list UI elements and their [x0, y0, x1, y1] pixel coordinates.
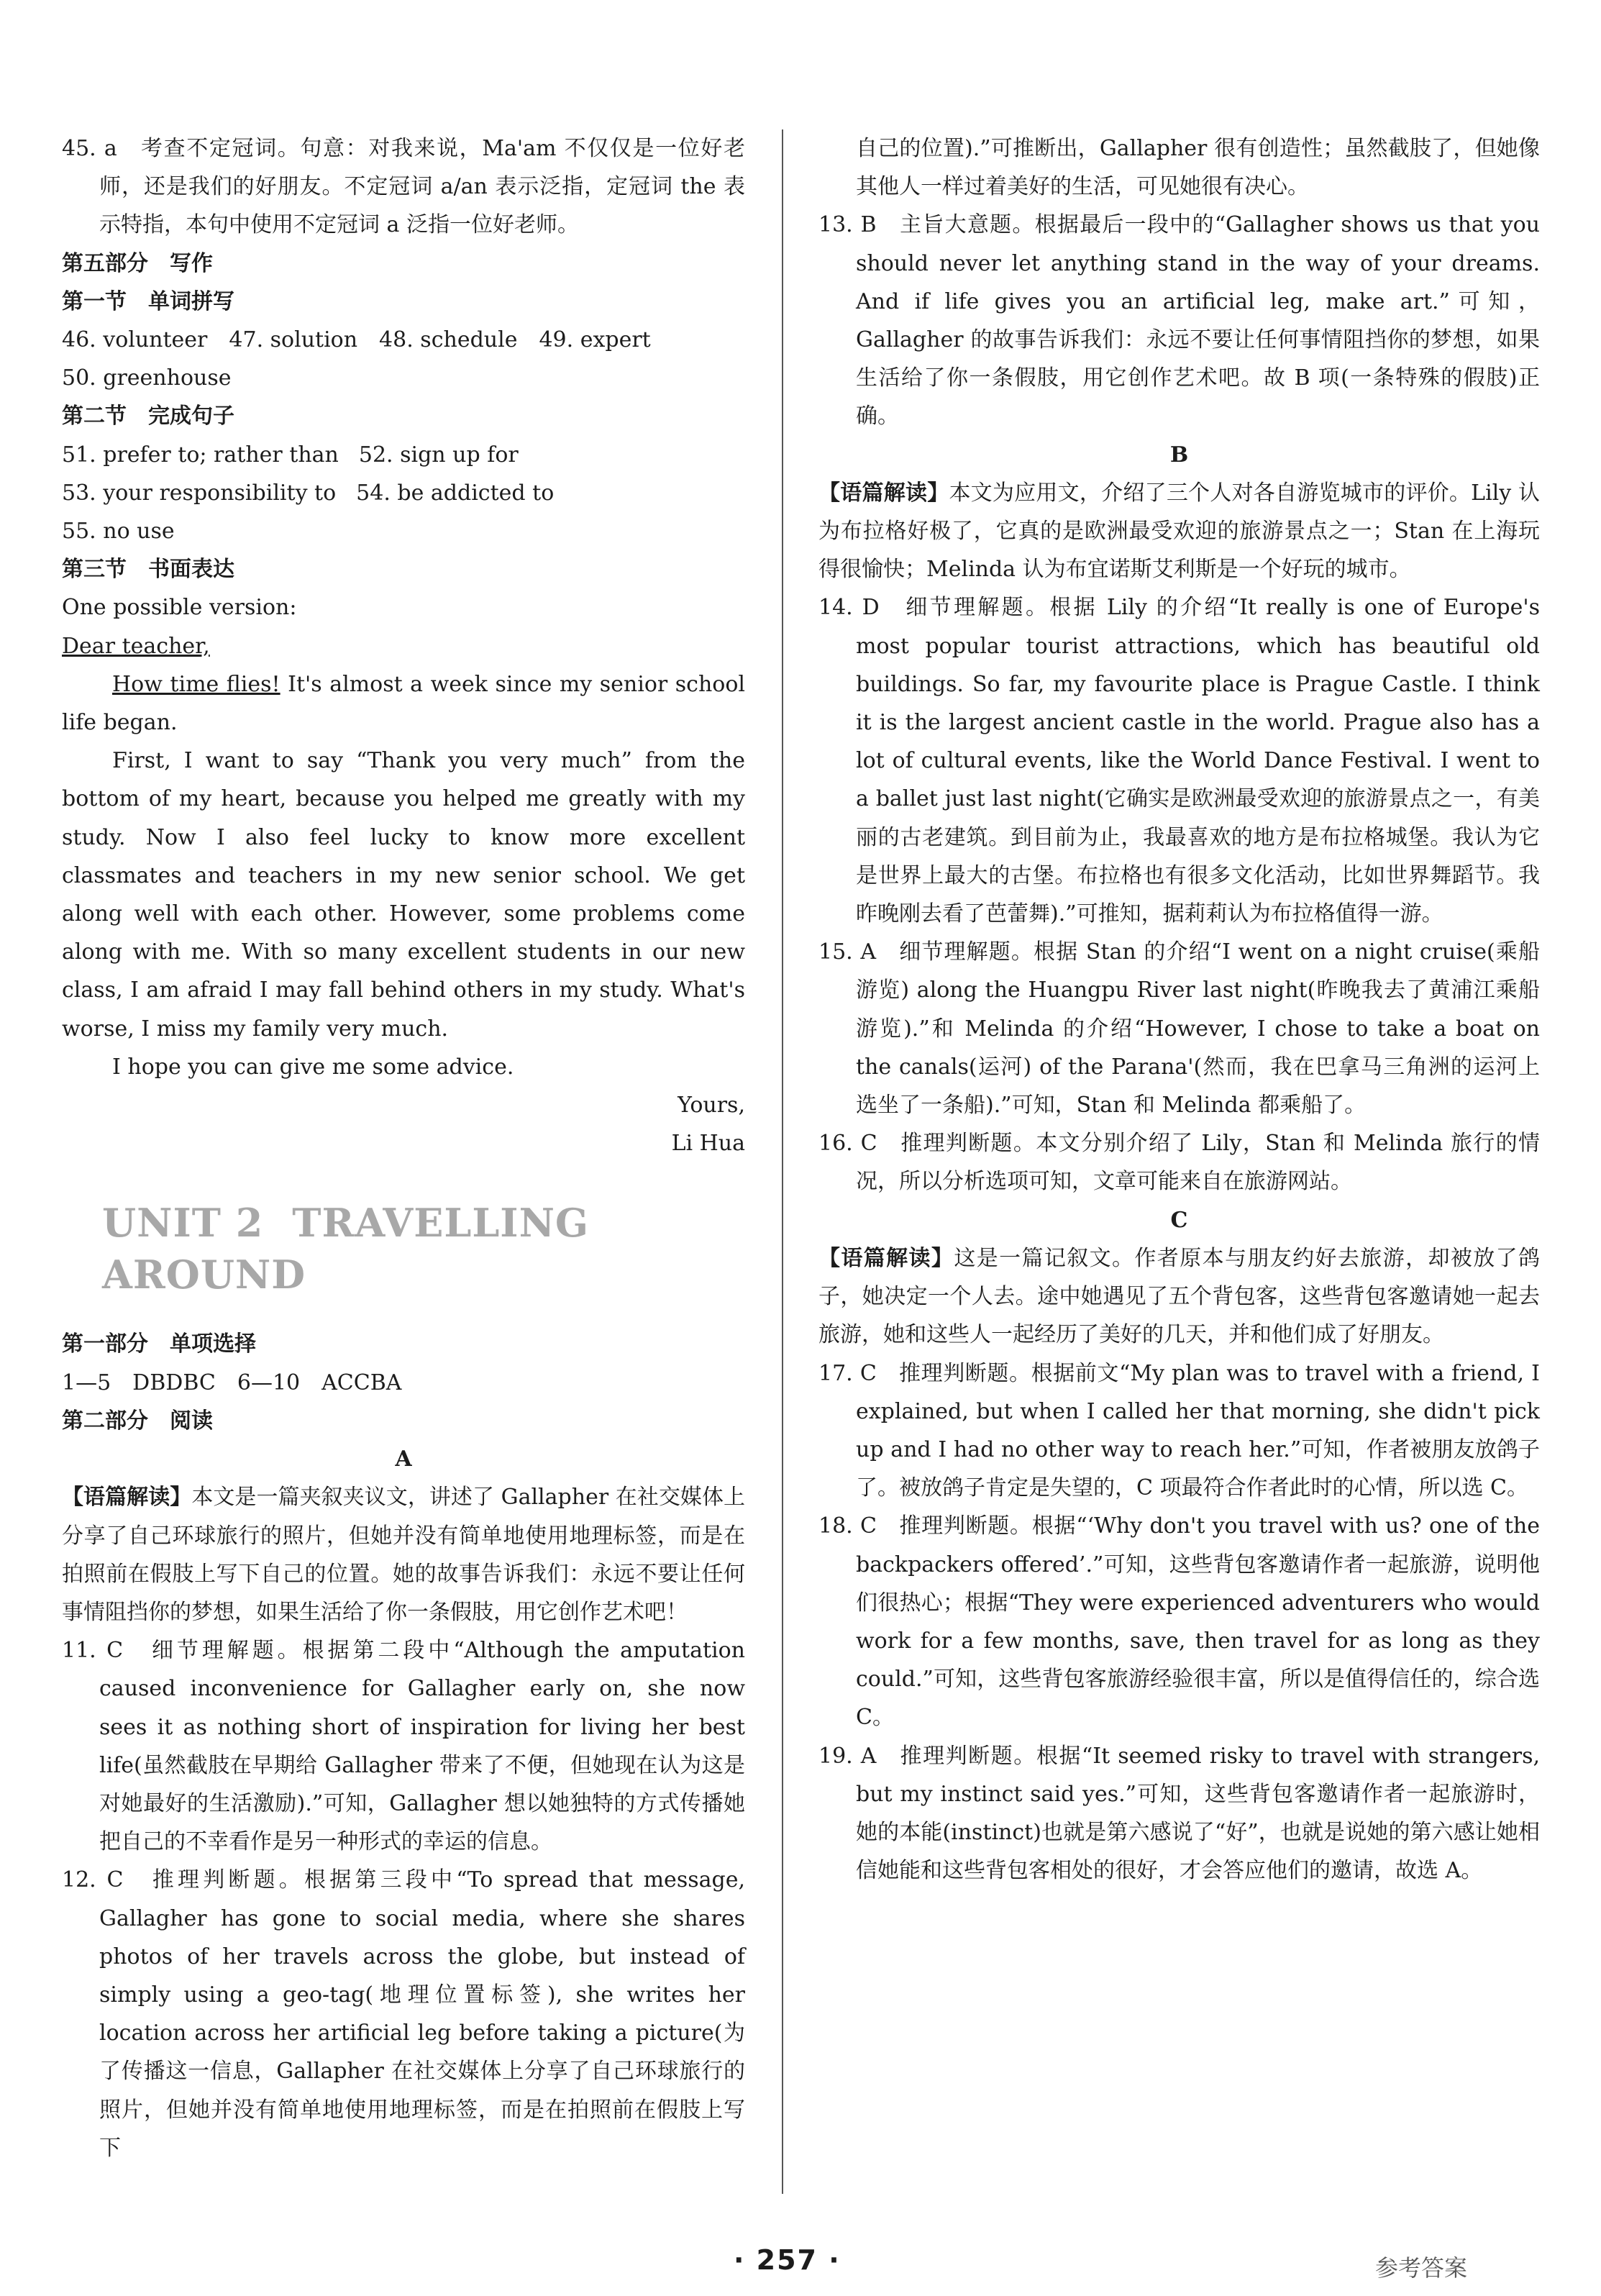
column-divider — [782, 129, 783, 2194]
answer-55: 55. no use — [62, 519, 175, 545]
possible-version-label: One possible version: — [62, 595, 297, 621]
letter-signature: Li Hua — [671, 1131, 745, 1157]
unit-name: TRAVELLING AROUND — [102, 1200, 590, 1298]
section2-heading: 第二节 完成句子 — [62, 404, 234, 429]
answer-18: 18. C 推理判断题。根据“‘Why don't you travel with us? one of the backpackers offered’.”可知，这些背包客邀请作者一起旅游，说明他们很热心；根据“They were experienced adventurers who would work for a few months, save, then travel for as long as they could.”可知，这些背包客旅游经验很丰富，所以是值得信任的，综合选 C。 — [818, 1513, 1540, 1731]
answer-15: 15. A 细节理解题。根据 Stan 的介绍“I went on a night cruise(乘船游览) along the Huangpu River last night(昨晚我去了黄浦江乘船游览).”和 Melinda 的介绍“However, I chose to take a boat on the canals(运河) of the Parana'(然而，我在巴拿马三角洲的运河上选坐了一条船).”可知，Stan 和 Melinda 都乘船了。 — [818, 939, 1540, 1119]
letter-greeting: Dear teacher, — [62, 633, 210, 659]
part5-heading: 第五部分 写作 — [62, 250, 213, 276]
word-spelling-answers: 46. volunteer 47. solution 48. schedule 49. expert — [62, 327, 651, 353]
answer-51: 51. prefer to; rather than — [62, 442, 339, 468]
left-column — [62, 129, 745, 2167]
answer-13: 13. B 主旨大意题。根据最后一段中的“Gallagher shows us that you should never let anything stand in the way of your dreams. And if life gives you an artificial leg, make art.”可知，Gallagher 的故事告诉我们：永远不要让任何事情阻挡你的梦想，如果生活给了你一条假肢，用它创作艺术吧。故 B 项(一条特殊的假肢)正确。 — [818, 212, 1540, 429]
part1-heading: 第一部分 单项选择 — [62, 1331, 256, 1357]
letter-paragraph-3: I hope you can give me some advice. — [112, 1054, 514, 1080]
answer-53: 53. your responsibility to — [62, 480, 337, 506]
passage-a-intro-text: 本文是一篇夹叙夹议文，讲述了 Gallapher 在社交媒体上分享了自己环球旅行的照片，但她并没有简单地使用地理标签，而是在拍照前在假肢上写下自己的位置。她的故事告诉我们：永远不要让任何事情阻挡你的梦想，如果生活给了你一条假肢，用它创作艺术吧！ — [62, 1485, 745, 1625]
letter-paragraph-2: First, I want to say “Thank you very much” from the bottom of my heart, because you helped me greatly with my study. Now I also feel lucky to know more excellent classmates and teachers in my new senior school. We get along well with each other. However, some problems come along with me. With so many excellent students in our new class, I am afraid I may fall behind others in my study. What's worse, I miss my family very much. — [62, 748, 745, 1042]
passage-b-label: B — [1169, 442, 1189, 468]
right-column — [818, 129, 1540, 1890]
answer-16: 16. C 推理判断题。本文分别介绍了 Lily，Stan 和 Melinda 旅行的情况，所以分析选项可知，文章可能来自在旅游网站。 — [818, 1131, 1540, 1195]
section-label: 参考答案 — [1375, 2254, 1468, 2282]
unit-number: UNIT 2 — [102, 1200, 264, 1247]
answer-19: 19. A 推理判断题。根据“It seemed risky to travel with strangers, but my instinct said yes.”可知，这些背包客邀请作者一起旅游时，她的本能(instinct)也就是第六感说了“好”，也就是说她的第六感让她相信她能和这些背包客相处的很好，才会答应他们的邀请，故选 A。 — [818, 1743, 1540, 1884]
passage-a-label: A — [395, 1447, 412, 1472]
sentence-answers-row1 — [62, 436, 745, 474]
passage-b-intro-text: 本文为应用文，介绍了三个人对各自游览城市的评价。Lily 认为布拉格好极了，它真的是欧洲最受欢迎的旅游景点之一；Stan 在上海玩得很愉快；Melinda 认为布宜诺斯艾利斯是一个好玩的城市。 — [818, 480, 1540, 583]
sentence-answers-row2 — [62, 474, 745, 512]
passage-b-intro — [818, 474, 1540, 589]
multiple-choice-answers: 1—5 DBDBC 6—10 ACCBA — [62, 1370, 402, 1395]
word-spelling-answers-2: 50. greenhouse — [62, 365, 232, 391]
passage-c-intro-text: 这是一篇记叙文。作者原本与朋友约好去旅游，却被放了鸽子，她决定一个人去。途中她遇见了五个背包客，这些背包客邀请她一起去旅游，她和这些人一起经历了美好的几天，并和他们成了好朋友。 — [818, 1245, 1541, 1348]
answer-11: 11. C 细节理解题。根据第二段中“Although the amputation caused inconvenience for Gallagher early on, she now sees it as nothing short of inspiration for living her best life(虽然截肢在早期给 Gallagher 带来了不便，但她现在认为这是对她最好的生活激励).”可知，Gallagher 想以她独特的方式传播她把自己的不幸看作是另一种形式的幸运的信息。 — [62, 1638, 745, 1855]
answer-14: 14. D 细节理解题。根据 Lily 的介绍“It really is one of Europe's most popular tourist attractions, which has beautiful old buildings. So far, my favourite place is Prague Castle. I think it is the largest ancient castle in the world. Prague also has a lot of cultural events, like the World Dance Festival. I went to a ballet just last night(它确实是欧洲最受欢迎的旅游景点之一，有美丽的古老建筑。到目前为止，我最喜欢的地方是布拉格城堡。我认为它是世界上最大的古堡。布拉格也有很多文化活动，比如世界舞蹈节。我昨晚刚去看了芭蕾舞).”可推知，据莉莉认为布拉格值得一游。 — [818, 595, 1540, 927]
passage-c-intro — [818, 1239, 1540, 1354]
answer-17: 17. C 推理判断题。根据前文“My plan was to travel with a friend, I explained, but when I called her that morning, she didn't pick up and I had no other way to reach her.”可知，作者被朋友放鸽子了。被放鸽子肯定是失望的，C 项最符合作者此时的心情，所以选 C。 — [818, 1360, 1540, 1501]
letter-paragraph-1-text: It's almost a week since my senior school life began. — [62, 671, 745, 736]
answer-52: 52. sign up for — [358, 442, 519, 468]
letter-paragraph-1 — [62, 665, 745, 742]
answer-12: 12. C 推理判断题。根据第三段中“To spread that message, Gallagher has gone to social media, where she shares photos of her travels across the globe, but instead of simply using a geo-tag(地理位置标签), she writes her location across her artificial leg before taking a picture(为了传播这一信息，Gallapher 在社交媒体上分享了自己环球旅行的照片，但她并没有简单地使用地理标签，而是在拍照前在假肢上写下 — [62, 1867, 745, 2161]
part2-heading: 第二部分 阅读 — [62, 1408, 213, 1434]
passage-a-intro — [62, 1478, 745, 1631]
answer-12-continued: 自己的位置).”可推断出，Gallapher 很有创造性；虽然截肢了，但她像其他人一样过着美好的生活，可见她很有决心。 — [856, 136, 1540, 200]
letter-opening-phrase: How time flies! — [112, 671, 280, 697]
answer-54: 54. be addicted to — [356, 480, 555, 506]
letter-closing: Yours, — [678, 1093, 745, 1119]
page-number: · 257 · — [734, 2244, 841, 2276]
passage-c-label: C — [1170, 1207, 1188, 1233]
section3-heading: 第三节 书面表达 — [62, 557, 234, 583]
passage-b-intro-tag: 【语篇解读】 — [818, 480, 949, 506]
passage-a-intro-tag: 【语篇解读】 — [62, 1485, 192, 1511]
answer-45: 45. a 考查不定冠词。句意：对我来说，Ma'am 不仅仅是一位好老师，还是我们的好朋友。不定冠词 a/an 表示泛指，定冠词 the 表示特指，本句中使用不定冠词 a 泛指一位好老师。 — [62, 136, 745, 238]
section1-heading: 第一节 单词拼写 — [62, 288, 234, 314]
unit-title — [102, 1197, 745, 1300]
passage-c-intro-tag: 【语篇解读】 — [818, 1245, 954, 1271]
